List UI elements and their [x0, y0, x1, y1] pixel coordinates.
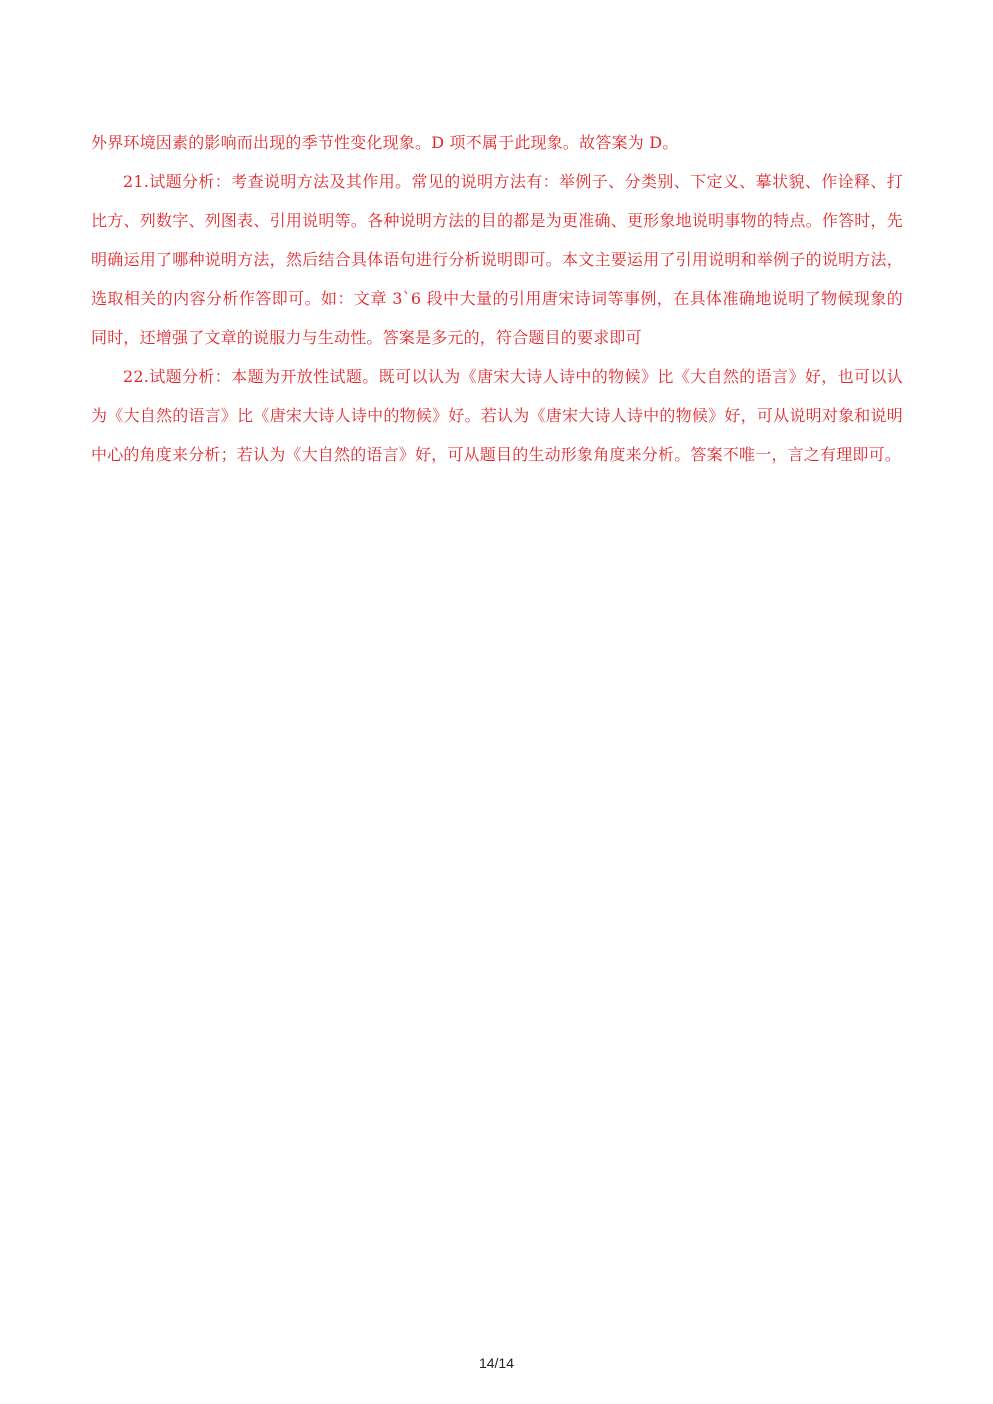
paragraph-question-22: 22.试题分析：本题为开放性试题。既可以认为《唐宋大诗人诗中的物候》比《大自然的语言》好，也可以认为《大自然的语言》比《唐宋大诗人诗中的物候》好。若认为《唐宋大诗人诗中的物候》好，可从说明对象和说明中心的角度来分析；若认为《大自然的语言》好，可从题目的生动形象角度来分析。答案不唯一，言之有理即可。: [91, 367, 903, 464]
answer-content: [91, 123, 903, 474]
paragraph-question-21: 21.试题分析：考查说明方法及其作用。常见的说明方法有：举例子、分类别、下定义、摹状貌、作诠释、打比方、列数字、列图表、引用说明等。各种说明方法的目的都是为更准确、更形象地说明事物的特点。作答时，先明确运用了哪种说明方法，然后结合具体语句进行分析说明即可。本文主要运用了引用说明和举例子的说明方法，选取相关的内容分析作答即可。如：文章 3`6 段中大量的引用唐宋诗词等事例，在具体准确地说明了物候现象的同时，还增强了文章的说服力与生动性。答案是多元的，符合题目的要求即可: [91, 172, 903, 347]
page-number: 14/14: [478, 1355, 515, 1371]
paragraph-continuation: 外界环境因素的影响而出现的季节性变化现象。D 项不属于此现象。故答案为 D。: [91, 133, 679, 152]
